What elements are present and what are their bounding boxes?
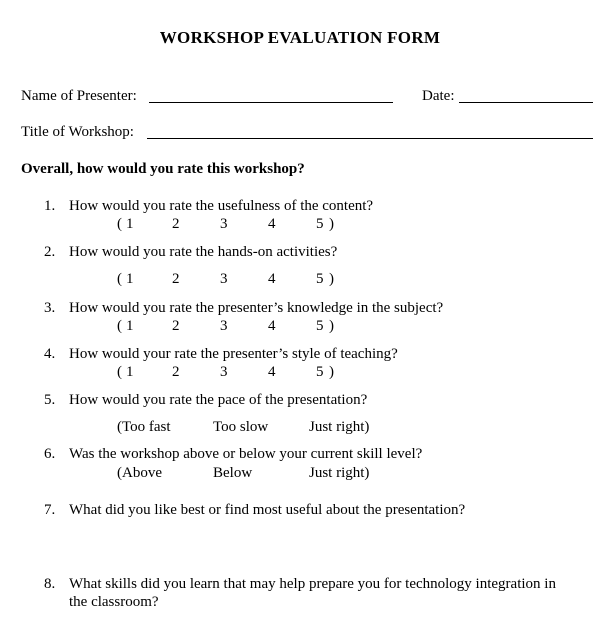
rating-option-1[interactable]: 1 [126,364,134,380]
option-just-right[interactable]: Just right) [309,419,370,435]
workshop-title-label: Title of Workshop: [21,124,134,140]
rating-option-5[interactable]: 5 [316,364,324,380]
rating-option-4[interactable]: 4 [268,318,276,334]
question-3-text: How would you rate the presenter’s knowledge in the subject? [69,300,444,316]
rating-option-5[interactable]: 5 [316,216,324,232]
option-above[interactable]: (Above [117,465,162,481]
section-heading: Overall, how would you rate this workshop? [21,161,305,177]
question-number: 1. [44,198,56,214]
question-number: 8. [44,576,56,592]
question-1-text: How would you rate the usefulness of the content? [69,198,374,214]
question-2-text: How would you rate the hands-on activities? [69,244,338,260]
question-8-text-line2: the classroom? [69,594,159,610]
rating-option-2[interactable]: 2 [172,318,180,334]
question-number: 4. [44,346,56,362]
scale-close: ) [329,318,334,334]
date-field[interactable] [459,102,593,103]
option-too-fast[interactable]: (Too fast [117,419,171,435]
rating-option-1[interactable]: 1 [126,271,134,287]
question-number: 6. [44,446,56,462]
rating-option-3[interactable]: 3 [220,318,228,334]
question-number: 7. [44,502,56,518]
rating-option-1[interactable]: 1 [126,216,134,232]
rating-option-5[interactable]: 5 [316,318,324,334]
scale-close: ) [329,216,334,232]
rating-option-3[interactable]: 3 [220,271,228,287]
question-7-text: What did you like best or find most useful about the presentation? [69,502,466,518]
question-5-text: How would you rate the pace of the presentation? [69,392,368,408]
form-title: WORKSHOP EVALUATION FORM [159,28,441,47]
rating-option-2[interactable]: 2 [172,364,180,380]
question-number: 5. [44,392,56,408]
scale-close: ) [329,364,334,380]
presenter-label: Name of Presenter: [21,88,137,104]
option-just-right[interactable]: Just right) [309,465,370,481]
scale-open: ( [117,216,122,232]
rating-option-3[interactable]: 3 [220,364,228,380]
rating-option-5[interactable]: 5 [316,271,324,287]
question-6-text: Was the workshop above or below your current skill level? [69,446,423,462]
scale-open: ( [117,364,122,380]
workshop-title-field[interactable] [147,138,593,139]
question-number: 3. [44,300,56,316]
question-7-answer-area[interactable] [69,524,593,568]
question-4-text: How would your rate the presenter’s style of teaching? [69,346,398,362]
scale-open: ( [117,318,122,334]
rating-option-3[interactable]: 3 [220,216,228,232]
scale-open: ( [117,271,122,287]
rating-option-4[interactable]: 4 [268,216,276,232]
presenter-field[interactable] [149,102,393,103]
rating-option-4[interactable]: 4 [268,271,276,287]
question-number: 2. [44,244,56,260]
option-below[interactable]: Below [213,465,253,481]
rating-option-4[interactable]: 4 [268,364,276,380]
rating-option-2[interactable]: 2 [172,216,180,232]
date-label: Date: [422,88,455,104]
rating-option-1[interactable]: 1 [126,318,134,334]
scale-close: ) [329,271,334,287]
question-8-text-line1: What skills did you learn that may help prepare you for technology integration in [69,576,556,592]
rating-option-2[interactable]: 2 [172,271,180,287]
option-too-slow[interactable]: Too slow [213,419,269,435]
